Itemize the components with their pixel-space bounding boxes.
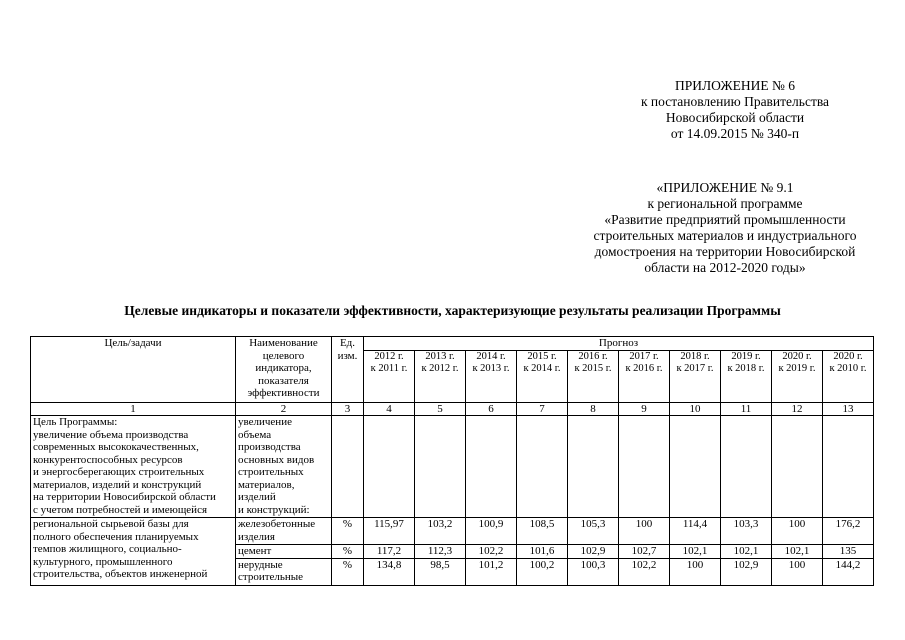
header-year: 2017 г. к 2016 г. [619,350,670,402]
header-year: 2020 г. к 2019 г. [772,350,823,402]
value-cell: 101,6 [517,545,568,559]
appendix-9-1-line: «Развитие предприятий промышленности [604,212,846,227]
appendix-6-line: от 14.09.2015 № 340-п [670,126,800,141]
value-cell: 100,9 [466,518,517,545]
value-cell: 102,2 [466,545,517,559]
column-number: 2 [236,402,332,416]
appendix-6-header [600,78,870,142]
appendix-9-1-line: домостроения на территории Новосибирской [594,244,856,259]
table-row [31,518,874,545]
value-cell: 100 [772,558,823,585]
header-year: 2012 г. к 2011 г. [364,350,415,402]
header-indicator: Наименование целевого индикатора, показателя эффективности [236,337,332,403]
value-cell: 112,3 [415,545,466,559]
value-cell: 100,3 [568,558,619,585]
value-cell: 115,97 [364,518,415,545]
value-cell: 100 [670,558,721,585]
indicators-table [30,336,874,586]
value-cell: 102,1 [772,545,823,559]
header-forecast: Прогноз [364,337,874,351]
value-cell: 102,9 [721,558,772,585]
value-cell: 102,2 [619,558,670,585]
value-cell: 100 [772,518,823,545]
header-year: 2014 г. к 2013 г. [466,350,517,402]
goal-cell: Цель Программы: увеличение объема производства современных высококачественных, конкурентоспособных ресурсов и энергосберегающих строительных материалов, изделий и конструкций на территории Новосибирской области с учетом потребностей и имеющейся [31,416,236,518]
unit-cell: % [332,545,364,559]
value-cell: 102,1 [670,545,721,559]
value-cell: 176,2 [823,518,874,545]
column-number: 3 [332,402,364,416]
value-cell: 103,3 [721,518,772,545]
appendix-9-1-header [560,180,890,276]
header-year: 2016 г. к 2015 г. [568,350,619,402]
column-number: 13 [823,402,874,416]
indicator-cell: нерудные строительные [236,558,332,585]
value-cell: 100,2 [517,558,568,585]
column-number: 11 [721,402,772,416]
header-year: 2020 г. к 2010 г. [823,350,874,402]
value-cell: 117,2 [364,545,415,559]
value-cell: 144,2 [823,558,874,585]
header-goal: Цель/задачи [31,337,236,403]
appendix-6-line: к постановлению Правительства [640,94,830,109]
indicator-cell: цемент [236,545,332,559]
column-number: 10 [670,402,721,416]
value-cell: 134,8 [364,558,415,585]
column-number: 6 [466,402,517,416]
document-title: Целевые индикаторы и показатели эффективности, характеризующие результаты реализации Программы [124,303,781,318]
value-cell: 135 [823,545,874,559]
value-cell: 100 [619,518,670,545]
column-number: 9 [619,402,670,416]
value-cell: 108,5 [517,518,568,545]
value-cell: 103,2 [415,518,466,545]
value-cell: 102,1 [721,545,772,559]
header-year: 2019 г. к 2018 г. [721,350,772,402]
appendix-9-1-line: области на 2012-2020 годы» [644,260,806,275]
column-number: 12 [772,402,823,416]
column-number: 1 [31,402,236,416]
value-cell: 102,9 [568,545,619,559]
value-cell: 114,4 [670,518,721,545]
appendix-6-line: Новосибирской области [665,110,805,125]
appendix-9-1-line: к региональной программе [647,196,803,211]
column-number-row [31,402,874,416]
column-number: 8 [568,402,619,416]
table-row [31,416,874,518]
value-cell: 98,5 [415,558,466,585]
column-number: 5 [415,402,466,416]
header-year: 2018 г. к 2017 г. [670,350,721,402]
indicator-group-cell: увеличение объема производства основных видов строительных материалов, изделий и конструкций: [236,416,332,518]
goal-cell-continued: региональной сырьевой базы для полного обеспечения планируемых темпов жилищного, социально- культурного, промышленного строительства, объектов инженерной [31,518,236,586]
value-cell: 101,2 [466,558,517,585]
appendix-9-1-line: «ПРИЛОЖЕНИЕ № 9.1 [656,180,794,195]
appendix-9-1-line: строительных материалов и индустриального [593,228,857,243]
value-cell: 102,7 [619,545,670,559]
unit-cell: % [332,558,364,585]
unit-cell: % [332,518,364,545]
header-year: 2015 г. к 2014 г. [517,350,568,402]
header-year: 2013 г. к 2012 г. [415,350,466,402]
appendix-6-line: ПРИЛОЖЕНИЕ № 6 [674,78,796,93]
value-cell: 105,3 [568,518,619,545]
column-number: 7 [517,402,568,416]
header-unit: Ед. изм. [332,337,364,403]
column-number: 4 [364,402,415,416]
indicator-cell: железобетонные изделия [236,518,332,545]
